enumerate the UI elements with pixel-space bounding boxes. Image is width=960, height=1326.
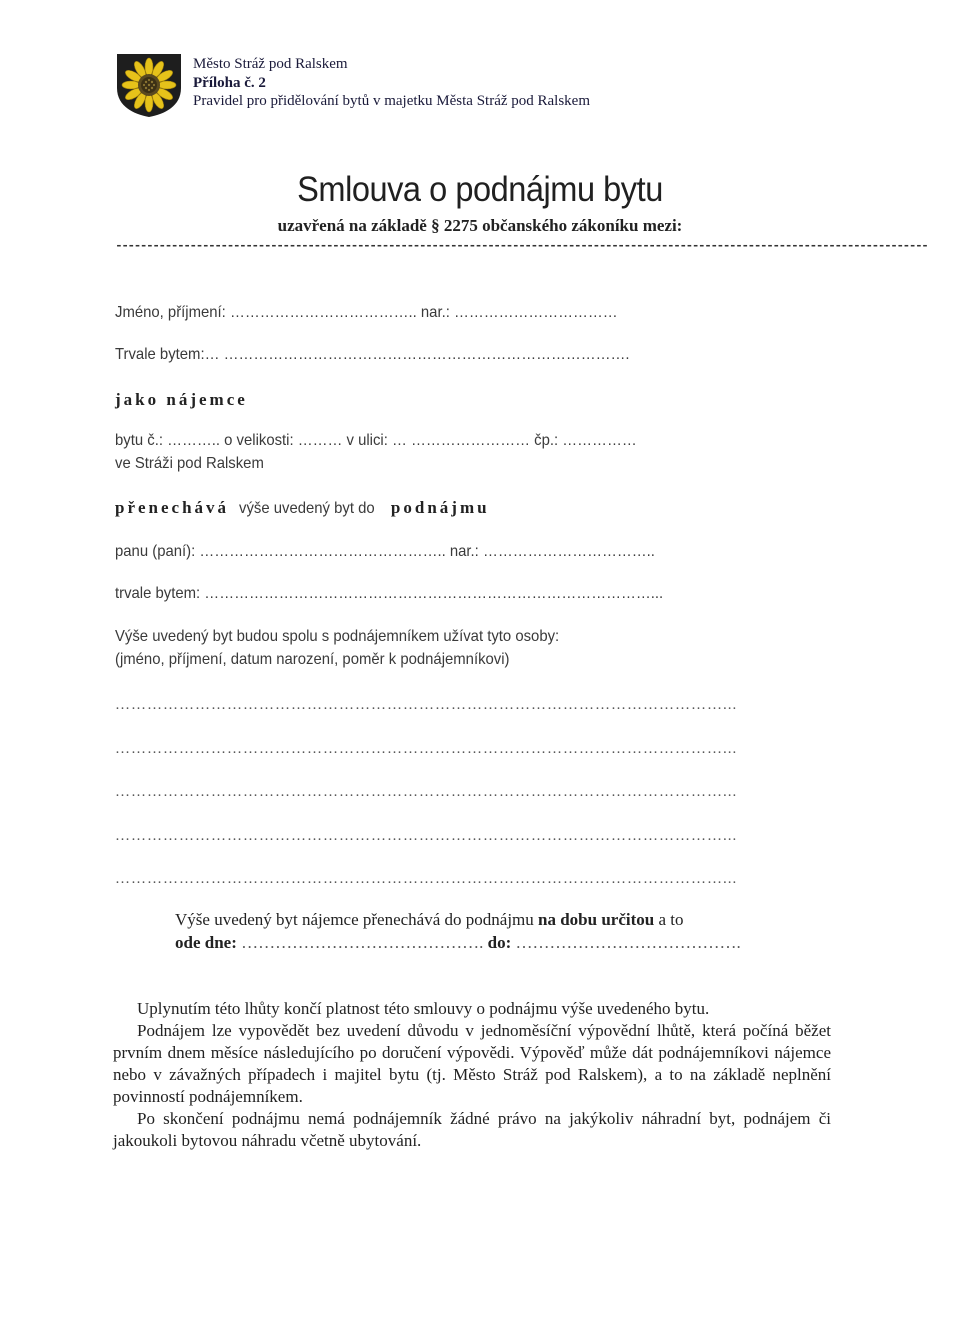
transfer-statement [115,498,490,518]
occupant-blank-line-3[interactable]: ……………………………………………………………………………………………………... [115,784,738,800]
transfer-verb: přenechává [115,498,230,517]
term-dates [175,933,741,953]
city-coat-of-arms-logo [115,52,183,118]
term-to-field[interactable]: …………………………………. [515,933,741,952]
header-rules-title: Pravidel pro přidělování bytů v majetku Města Stráž pod Ralskem [193,93,591,109]
header-city-name: Město Stráž pod Ralskem [193,56,348,72]
document-title: Smlouva o podnájmu bytu [297,170,663,209]
term-suffix: a to [658,910,684,929]
term-from-field[interactable]: ……………………………………. [241,933,484,952]
flat-town-label: ve Stráži pod Ralskem [115,455,264,472]
occupants-hint: (jméno, příjmení, datum narození, poměr k podnájemníkovi) [115,651,510,668]
termination-paragraph: Podnájem lze vypovědět bez uvedení důvodu v jednoměsíční výpovědní lhůtě, která počíná běžet prvním dnem měsíce následujícího po doručení výpovědi. Výpověď může dát podnájemníkovi nájemce nebo v závažných případech i majitel bytu (tj. Město Stráž pod Ralskem), a to na základě neplnění povinností podnájemníkem. [113,1021,831,1106]
occupant-blank-line-5[interactable]: ……………………………………………………………………………………………………... [115,871,738,887]
occupants-intro: Výše uvedený byt budou spolu s podnájemníkem užívat tyto osoby: [115,628,560,645]
term-from-label: ode dne: [175,933,237,952]
transfer-middle-text: výše uvedený byt do [239,500,375,517]
subtenant-residence-field[interactable]: trvale bytem: ………………………………………………………………………………... [115,585,664,602]
header-attachment-label: Příloha č. 2 [193,75,266,91]
contract-terms-body [113,998,831,1152]
no-replacement-paragraph: Po skončení podnájmu nemá podnájemník žádné právo na jakýkoliv náhradní byt, podnájem či jakoukoli bytovou náhradu včetně ubytování. [113,1109,831,1150]
occupant-blank-line-1[interactable]: ……………………………………………………………………………………………………... [115,697,738,713]
tenant-residence-field[interactable]: Trvale bytem:… ………………………………………………………………………. [115,346,630,363]
tenant-name-field[interactable]: Jméno, příjmení: ……………………………….. nar.: …………………………… [115,304,618,321]
occupant-blank-line-4[interactable]: ……………………………………………………………………………………………………... [115,828,738,844]
term-to-label: do: [487,933,512,952]
separator-line: ----------------------------------------------------------------------------------------------------------------------------------- [115,238,928,253]
transfer-object: podnájmu [390,498,490,517]
term-definite-period: na dobu určitou [538,910,655,929]
term-prefix: Výše uvedený byt nájemce přenechává do podnájmu [175,910,534,929]
flat-details-field[interactable]: bytu č.: ……….. o velikosti: ……… v ulici: … …………………… čp.: …………… [115,432,637,449]
tenant-role-label: jako nájemce [115,390,248,409]
subtenant-name-field[interactable]: panu (paní): ………………………………………….. nar.: …………………………….. [115,543,655,560]
document-subtitle: uzavřená na základě § 2275 občanského zákoníku mezi: [277,216,683,235]
term-statement [175,910,684,930]
term-expiry-paragraph: Uplynutím této lhůty končí platnost této smlouvy o podnájmu výše uvedeného bytu. [137,999,710,1018]
occupant-blank-line-2[interactable]: ……………………………………………………………………………………………………... [115,741,738,757]
